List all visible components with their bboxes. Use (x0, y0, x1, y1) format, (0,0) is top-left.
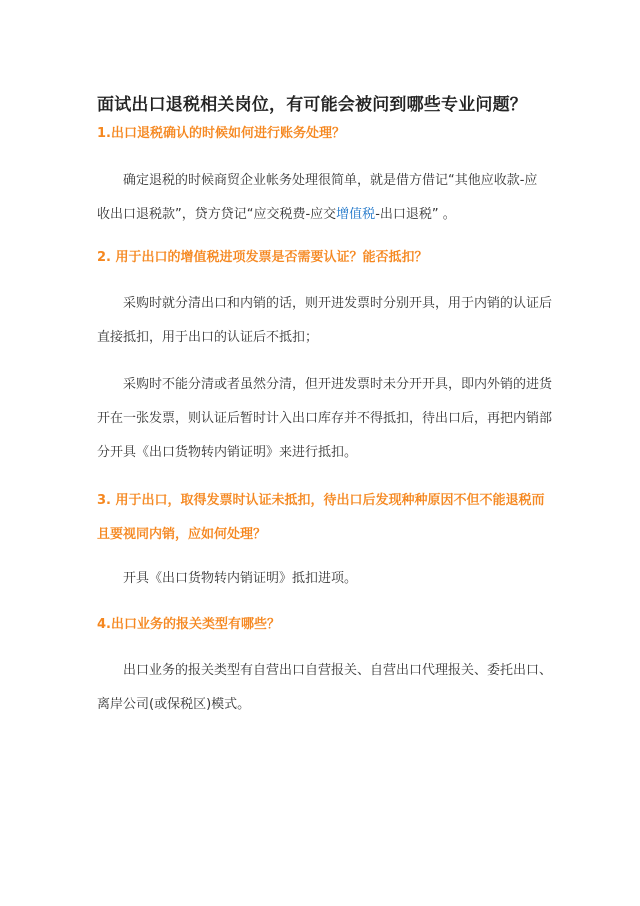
article-title: 面试出口退税相关岗位，有可能会被问到哪些专业问题？ (97, 95, 527, 115)
answer-4-line-1: 出口业务的报关类型有自营出口自营报关、自营出口代理报关、委托出口、 (123, 663, 553, 678)
answer-2a-paragraph (97, 287, 557, 355)
answer-2b-line-2: 开在一张发票，则认证后暂时计入出口库存并不得抵扣，待出口后，再把内销部 (97, 411, 553, 426)
answer-1-line-2 (97, 198, 557, 232)
answer-2a-line-2: 直接抵扣，用于出口的认证后不抵扣； (97, 330, 319, 345)
question-3-heading (97, 484, 545, 552)
question-3-line-2: 且要视同内销，应如何处理？ (97, 527, 267, 542)
answer-1-line-1: 确定退税的时候商贸企业帐务处理很简单，就是借方借记“其他应收款-应 (123, 173, 538, 188)
answer-4-paragraph (97, 654, 557, 722)
answer-3-line-1: 开具《出口货物转内销证明》抵扣进项。 (123, 571, 358, 586)
question-1-heading: 1.出口退税确认的时候如何进行账务处理？ (97, 126, 345, 141)
answer-3-paragraph (97, 562, 557, 596)
answer-2b-line-1: 采购时不能分清或者虽然分清，但开进发票时未分开开具，即内外销的进货 (123, 377, 553, 392)
answer-1-text-a: 收出口退税款”，贷方贷记“应交税费-应交 (97, 207, 337, 222)
question-3-line-1: 3. 用于出口，取得发票时认证未抵扣，待出口后发现种种原因不但不能退税而 (97, 493, 545, 508)
question-2-heading: 2. 用于出口的增值税进项发票是否需要认证？能否抵扣？ (97, 250, 428, 265)
answer-2a-line-1: 采购时就分清出口和内销的话，则开进发票时分别开具，用于内销的认证后 (123, 296, 553, 311)
answer-2b-paragraph (97, 368, 557, 470)
answer-4-line-2: 离岸公司(或保税区)模式。 (97, 697, 251, 712)
vat-link[interactable]: 增值税 (336, 207, 376, 222)
answer-2b-line-3: 分开具《出口货物转内销证明》来进行抵扣。 (97, 445, 358, 460)
question-4-heading: 4.出口业务的报关类型有哪些？ (97, 617, 280, 632)
answer-1-text-b: -出口退税” 。 (375, 207, 456, 222)
answer-1-paragraph (97, 164, 557, 232)
